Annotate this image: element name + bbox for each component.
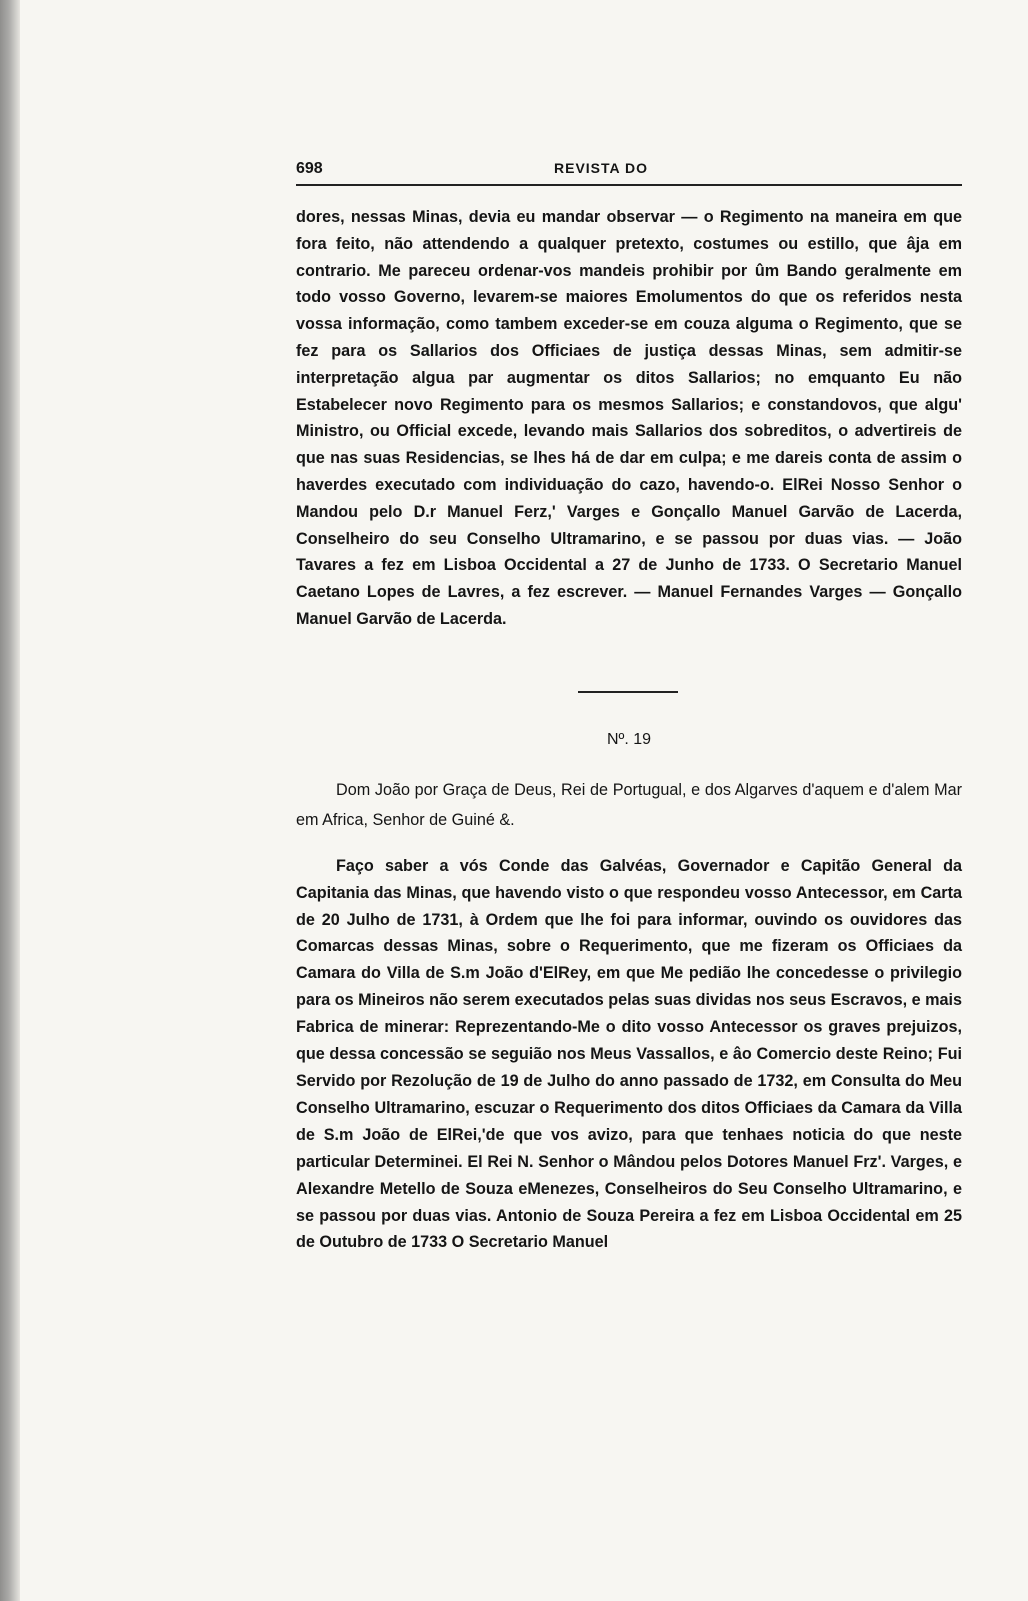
section-divider bbox=[578, 691, 678, 693]
page-binding-shadow bbox=[0, 0, 20, 1601]
page-number: 698 bbox=[296, 160, 323, 177]
journal-title: REVISTA DO bbox=[554, 160, 649, 176]
document-number: Nº. 19 bbox=[606, 730, 652, 748]
continuation-paragraph: dores, nessas Minas, devia eu mandar observar — o Regimento na maneira em que fora feito, não attendendo a qualquer pretexto, costumes ou estillo, que âja em contrario. Me pareceu ordenar-vos mandeis prohibir por ûm Bando geralmente em todo vosso Governo, levarem-se maiores Emolumentos do que os referidos nesta vossa informação, como tambem exceder-se em couza alguma o Regimento, que se fez para os Sallarios dos Officiaes de justiça dessas Minas, sem admitir-se interpretação algua par augmentar os ditos Sallarios; no emquanto Eu não Estabelecer novo Regimento para os mesmos Sallarios; e constandovos, que algu' Ministro, ou Official excede, levando mais Sallarios dos sobreditos, o advertireis de que nas suas Residencias, se lhes há de dar em culpa; e me dareis conta de assim o haverdes executado com individuação do cazo, havendo-o. ElRei Nosso Senhor o Mandou pelo D.r Manuel Ferz,' Varges e Gonçallo Manuel Garvão de Lacerda, Conselheiro do seu Conselho Ultramarino, e se passou por duas vias. — João Tavares a fez em Lisboa Occidental a 27 de Junho de 1733. O Secretario Manuel Caetano Lopes de Lavres, a fez escrever. — Manuel Fernandes Varges — Gonçallo Manuel Garvão de Lacerda. bbox=[296, 208, 962, 628]
document-page bbox=[296, 150, 962, 1256]
running-header bbox=[296, 150, 962, 186]
document-opening: Dom João por Graça de Deus, Rei de Portugual, e dos Algarves d'aquem e d'alem Mar em Africa, Senhor de Guiné &. bbox=[296, 780, 962, 829]
document-body: Faço saber a vós Conde das Galvéas, Governador e Capitão General da Capitania das Minas, que havendo visto o que respondeu vosso Antecessor, em Carta de 20 Julho de 1731, à Ordem que lhe foi para informar, ouvindo os ouvidores das Comarcas dessas Minas, sobre o Requerimento, que me fizeram os Officiaes da Camara do Villa de S.m João d'ElRey, em que Me pedião lhe concedesse o privilegio para os Mineiros não serem executados pelas suas dividas nos seus Escravos, e mais Fabrica de minerar: Reprezentando-Me o dito vosso Antecessor os graves prejuizos, que dessa concessão se seguião nos Meus Vassallos, e âo Comercio deste Reino; Fui Servido por Rezolução de 19 de Julho do anno passado de 1732, em Consulta do Meu Conselho Ultramarino, escuzar o Requerimento dos ditos Officiaes da Camara da Villa de S.m João de ElRei,'de que vos avizo, para que tenhaes noticia do que neste particular Determinei. El Rei N. Senhor o Mândou pelos Dotores Manuel Frz'. Varges, e Alexandre Metello de Souza eMenezes, Conselheiros do Seu Conselho Ultramarino, e se passou por duas vias. Antonio de Souza Pereira a fez em Lisboa Occidental em 25 de Outubro de 1733 O Secretario Manuel bbox=[296, 856, 962, 1252]
